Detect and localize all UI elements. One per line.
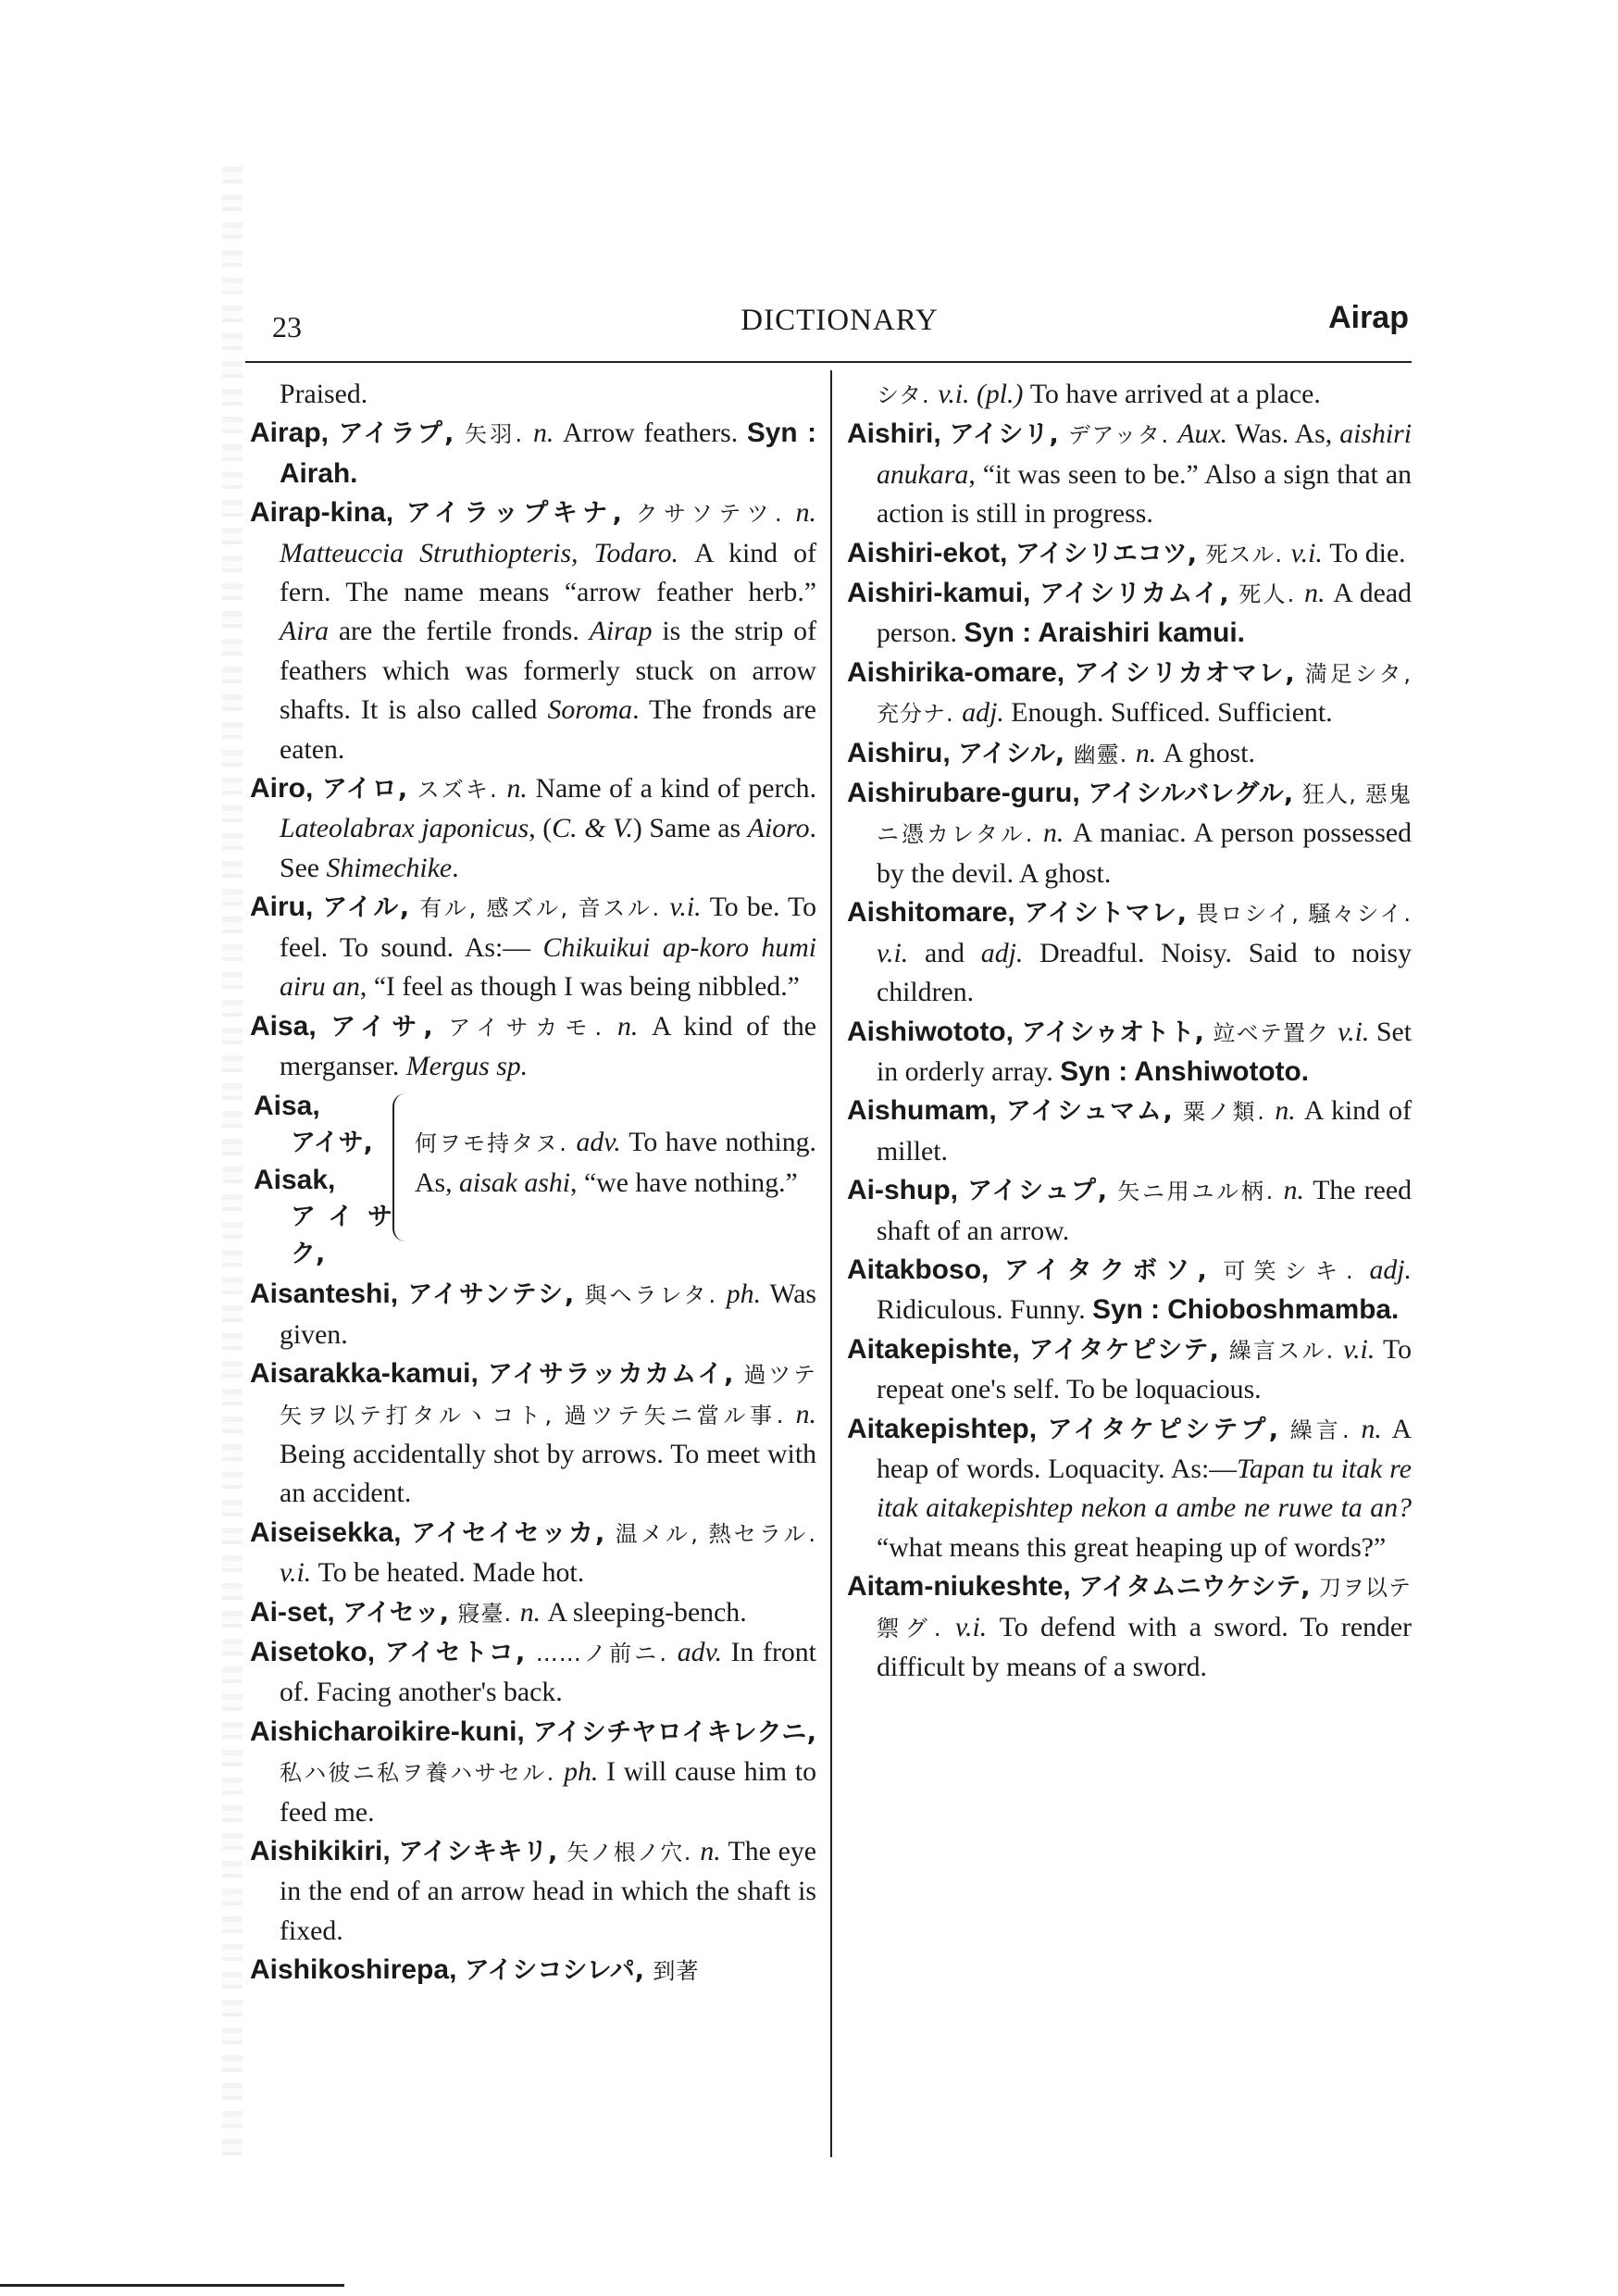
dictionary-entry <box>847 774 1412 893</box>
entry-headword: Aisa, <box>254 1091 320 1122</box>
entry-kanji: 畏ロシイ, 騒々シイ. <box>1196 901 1412 928</box>
entry-pos: ph. <box>564 1756 607 1788</box>
dictionary-entry <box>847 534 1412 574</box>
entry-kanji: 竝ベテ置ク <box>1213 1019 1338 1046</box>
entry-kana: アイタケピシテ, <box>1028 1335 1229 1365</box>
entry-kanji: 與ヘラレタ. <box>584 1282 727 1309</box>
entry-synonym: Syn : Araishiri kamui. <box>964 618 1245 649</box>
entry-synonym: Syn : Anshiwototo. <box>1060 1055 1309 1087</box>
entry-headword: Airu, <box>250 892 323 923</box>
entry-headword: Aishitomare, <box>847 897 1025 929</box>
entry-kana: アイシリカオマレ, <box>1074 658 1305 688</box>
entry-headword: Aitam-niukeshte, <box>847 1571 1079 1603</box>
entry-kanji: 繰言スル. <box>1228 1337 1344 1364</box>
entry-pos: n. <box>519 1596 548 1628</box>
entry-pos: v.i. <box>280 1557 318 1589</box>
entry-headword: Aishiri-ekot, <box>847 537 1015 568</box>
entry-definition-text: The reed shaft of an arrow. <box>877 1175 1412 1246</box>
dictionary-entry <box>847 1251 1412 1330</box>
running-title: DICTIONARY <box>741 304 939 337</box>
continuation-text: Praised. <box>280 379 368 409</box>
dictionary-entry <box>847 654 1412 734</box>
entry-definition-text: Was given. <box>280 1279 817 1350</box>
entry-headword: Aishirubare-guru, <box>847 778 1089 809</box>
entry-definition-text: Ridiculous. Funny. <box>877 1294 1093 1326</box>
entry-kanji: 何ヲモ持タヌ. <box>415 1130 577 1157</box>
entry-definition-text: In front of. Facing another's back. <box>280 1636 816 1708</box>
entry-kanji: 温メル, 熱セラル. <box>615 1520 817 1547</box>
entry-kanji: 到著 <box>653 1958 700 1985</box>
dictionary-entry <box>250 414 816 493</box>
entry-kana: アイル, <box>322 893 420 923</box>
dictionary-entry-group <box>250 1088 816 1273</box>
entry-headword: Aisanteshi, <box>250 1279 408 1310</box>
left-column <box>250 375 816 1991</box>
entry-pos: n. <box>1304 578 1334 609</box>
entry-definition-text: Set in orderly array. <box>877 1016 1413 1087</box>
entry-kana: アイシリカムイ, <box>1039 580 1239 609</box>
entry-kana: アイシキキリ, <box>398 1838 567 1866</box>
entry-definition-text: and adj. Dreadful. Noisy. Said to noisy children. <box>877 937 1412 1008</box>
entry-pos: Aux. <box>1177 418 1236 450</box>
entry-headword: Airap, <box>250 418 339 449</box>
entry-continuation <box>847 375 1412 415</box>
entry-definition-text: To repeat one's self. To be loquacious. <box>877 1333 1413 1405</box>
entry-kana: アイサラッカカムイ, <box>487 1360 744 1390</box>
entry-kana: アイタムニウケシテ, <box>1078 1573 1319 1603</box>
entry-definition-text: A maniac. A person possessed by the devil. A ghost. <box>877 817 1412 889</box>
dictionary-entry <box>847 1410 1412 1568</box>
entry-kana: アイサンテシ, <box>407 1280 585 1310</box>
entry-kana: アイラップキナ, <box>405 499 636 529</box>
entry-headword: Airo, <box>250 773 322 805</box>
entry-headword: Aiseisekka, <box>250 1516 411 1548</box>
entry-kana: アイシルバレグル, <box>1088 780 1302 809</box>
entry-pos: v.i. <box>1343 1333 1383 1365</box>
entry-pos: v.i. <box>877 937 925 968</box>
dictionary-entry <box>250 1593 816 1633</box>
entry-headword: Ai-shup, <box>847 1175 968 1206</box>
dictionary-entry <box>847 734 1412 774</box>
entry-definition-text: A kind of fern. The name means “arrow feather herb.” Aira are the fertile fronds. Airap is the strip of feathers which was formerly stuck on arrow shafts. It is also called Soroma. The fronds are eaten. <box>280 537 816 765</box>
dictionary-entry <box>250 1275 816 1354</box>
entry-pos: adv. <box>576 1127 629 1158</box>
entry-definition-text: A kind of the merganser. Mergus sp. <box>280 1010 817 1081</box>
entry-pos: n. <box>617 1010 653 1042</box>
entry-headword: Aitakepishte, <box>847 1333 1029 1365</box>
entry-pos: adj. <box>962 697 1012 729</box>
entry-kanji: デアッタ. <box>1067 422 1178 449</box>
entry-kanji: 死人. <box>1238 581 1305 608</box>
entry-headword: Ai-set, <box>250 1596 343 1628</box>
entry-kanji: 有ル, 感ズル, 音スル. <box>419 895 670 922</box>
entry-definition-text: Was. As, aishiri anukara, “it was seen to be.” Also a sign that an action is still in progress. <box>877 418 1413 530</box>
guide-word: Airap <box>1328 300 1409 335</box>
entry-headword: Aishiwototo, <box>847 1016 1022 1047</box>
entry-pos: v.i. <box>1290 537 1330 568</box>
entry-pos: n. <box>700 1836 728 1866</box>
entry-pos: n. <box>795 1398 816 1429</box>
entry-definition-text: Being accidentally shot by arrows. To meet with an accident. <box>280 1438 816 1509</box>
entry-headword: Aishicharoikire-kuni, <box>250 1716 533 1747</box>
entry-kanji: 刀ヲ以テ禦グ. <box>877 1575 1413 1641</box>
entry-headword: Aisa, <box>250 1010 331 1042</box>
entry-kanji: 死スル. <box>1205 541 1291 568</box>
entry-kana: アイシリ, <box>949 420 1068 450</box>
dictionary-entry <box>250 1951 816 1990</box>
entry-kana: アイシュプ, <box>967 1177 1118 1206</box>
entry-kanji: 狂人, 惡鬼ニ憑カレタル. <box>877 781 1413 848</box>
entry-headword: Aishikikiri, <box>250 1836 399 1866</box>
continuation-text: シタ. <box>877 382 939 408</box>
entry-kana: アイサ, <box>291 1129 373 1158</box>
dictionary-entry <box>250 1007 816 1087</box>
dictionary-entry <box>847 1013 1412 1092</box>
page-number: 23 <box>272 310 302 343</box>
dictionary-entry <box>250 1713 816 1832</box>
entry-kana: アイシル, <box>958 739 1074 768</box>
entry-scientific-name: Matteuccia Struthiopteris, Todaro. <box>280 537 695 568</box>
entry-synonym: Syn : Chioboshmamba. <box>1092 1294 1400 1326</box>
dictionary-entry <box>250 769 816 888</box>
entry-kana: アイシゥオトト, <box>1021 1017 1214 1047</box>
entry-headword: Aisak, <box>254 1165 336 1196</box>
entry-definition-text: To defend with a sword. To render difficult by means of a sword. <box>877 1611 1413 1682</box>
entry-kana: アイタクボソ, <box>1003 1255 1224 1285</box>
entry-pos: n. <box>532 418 564 449</box>
dictionary-entry <box>250 1354 816 1514</box>
entry-kanji: 粟ノ類. <box>1182 1099 1276 1126</box>
entry-definition-text: Arrow feathers. <box>563 418 747 449</box>
entry-pos: adv. <box>677 1636 731 1667</box>
entry-kanji: 繰言. <box>1289 1416 1362 1443</box>
entry-kanji: 満足シタ, 充分ナ. <box>877 660 1412 728</box>
page-edge-shadow <box>222 167 243 2157</box>
entry-definition <box>409 1088 816 1203</box>
entry-headword: Aitakboso, <box>847 1254 1004 1285</box>
entry-headword: Aishiri-kamui, <box>847 578 1039 609</box>
dictionary-entry <box>847 1092 1412 1171</box>
entry-kana: アイセイセッカ, <box>410 1518 616 1548</box>
bottom-rule <box>0 2284 344 2287</box>
entry-definition-text: To be heated. Made hot. <box>317 1557 585 1589</box>
entry-kanji: 私ハ彼ニ私ヲ養ハサセル. <box>280 1760 565 1787</box>
entry-kanji: 幽靈. <box>1073 741 1136 767</box>
dictionary-entry <box>250 1514 816 1593</box>
entry-kana: アイシュマム, <box>1005 1097 1183 1127</box>
entry-headword: Aishirika-omare, <box>847 656 1075 688</box>
header-rule <box>245 361 1412 363</box>
entry-kanji: 矢ノ根ノ穴. <box>566 1840 701 1866</box>
dictionary-entry <box>250 1832 816 1951</box>
entry-kana: アイタケピシテプ, <box>1047 1415 1290 1444</box>
dictionary-entry <box>847 1171 1412 1251</box>
dictionary-entry <box>250 493 816 769</box>
entry-kanji: アイサカモ. <box>448 1014 618 1041</box>
entry-kanji: クサソテツ. <box>635 501 796 528</box>
entry-continuation <box>250 375 816 414</box>
entry-kanji: スズキ. <box>417 777 507 804</box>
entry-kana: アイセトコ, <box>384 1638 536 1667</box>
entry-kanji: 寢臺. <box>457 1600 520 1627</box>
entry-headword: Aishikoshirepa, <box>250 1954 465 1986</box>
entry-pos: ph. <box>726 1279 770 1310</box>
dictionary-entry <box>847 893 1412 1012</box>
dictionary-entry <box>847 415 1412 533</box>
entry-pos: n. <box>795 497 817 529</box>
entry-definition-text: A sleeping-bench. <box>547 1596 747 1628</box>
entry-headword: Aishiru, <box>847 737 959 768</box>
dictionary-entry <box>847 1567 1412 1687</box>
entry-pos: n. <box>506 773 536 805</box>
entry-kana: アイシチヤロイキレクニ, <box>532 1717 816 1747</box>
entry-headword: Aitakepishtep, <box>847 1413 1048 1444</box>
entry-kana: アイシリエコツ, <box>1014 539 1206 568</box>
entry-definition-text: A heap of words. Loquacity. As:—Tapan tu itak re itak aitakepishtep nekon a ambe ne ruwe ta an? “what means this great heaping up of words?” <box>877 1413 1412 1563</box>
entry-definition-text: To die. <box>1329 537 1406 568</box>
entry-pos: n. <box>1361 1413 1392 1444</box>
entry-kana: アイセッ, <box>342 1598 458 1628</box>
entry-headword: Aishiri, <box>847 418 950 450</box>
page-header <box>270 289 1409 344</box>
entry-pos: v.i. <box>1338 1016 1376 1047</box>
entry-pos: v.i. <box>955 1611 1000 1642</box>
entry-definition-text: To have nothing. As, aisak ashi, “we have nothing.” <box>415 1127 816 1198</box>
entry-definition-text: I will cause him to feed me. <box>280 1756 816 1828</box>
entry-pos: v.i. <box>669 892 710 923</box>
dictionary-entry <box>847 574 1412 654</box>
entry-kanji: 可笑シキ. <box>1223 1257 1370 1284</box>
column-divider <box>830 370 832 2157</box>
entry-kana: アイロ, <box>321 775 417 805</box>
dictionary-entry <box>250 888 816 1006</box>
entry-pos: v.i. (pl.) <box>938 379 1030 409</box>
entry-definition-text: To have arrived at a place. <box>1029 379 1321 409</box>
entry-kana: アイシトマレ, <box>1024 899 1197 929</box>
right-column <box>847 375 1412 1687</box>
entry-definition-text: A dead person. <box>877 578 1413 649</box>
entry-definition-text: To be. To feel. To sound. As:— Chikuikui ap-koro humi airu an, “I feel as though I was being nibbled.” <box>280 892 816 1003</box>
entry-headword: Aishumam, <box>847 1095 1006 1127</box>
entry-pos: n. <box>1275 1095 1304 1127</box>
entry-definition-text: Name of a kind of perch. Lateolabrax japonicus, (C. & V.) Same as Aioro. See Shimechike. <box>280 773 817 883</box>
entry-kanji: 矢羽. <box>465 421 533 448</box>
entry-kanji: ……ノ前ニ. <box>535 1640 678 1666</box>
entry-kanji: 矢ニ用ユル柄. <box>1117 1179 1284 1205</box>
entry-definition-text: Enough. Sufficed. Sufficient. <box>1011 697 1333 729</box>
entry-kana: アイサク, <box>291 1203 392 1269</box>
entry-headword: Airap-kina, <box>250 497 406 529</box>
entry-definition-text: A ghost. <box>1163 737 1255 768</box>
entry-pos: n. <box>1283 1175 1313 1206</box>
entry-definition-text: A kind of millet. <box>877 1095 1413 1167</box>
entry-pos: n. <box>1135 737 1164 768</box>
entry-kanji: 過ツテ矢ヲ以テ打タルヽコト, 過ツテ矢ニ當ル事. <box>280 1362 817 1429</box>
entry-kana: アイサ, <box>330 1012 449 1042</box>
entry-headword: Aisarakka-kamui, <box>250 1358 488 1390</box>
dictionary-entry <box>250 1633 816 1713</box>
entry-headwords <box>250 1088 392 1273</box>
entry-pos: adj. <box>1369 1254 1412 1285</box>
dictionary-entry <box>847 1330 1412 1410</box>
brace-mark <box>392 1093 409 1242</box>
entry-kana: アイシコシレパ, <box>464 1956 653 1986</box>
entry-kana: アイラプ, <box>338 419 465 449</box>
entry-synonym: Syn : Airah. <box>280 418 817 489</box>
entry-definition-text: The eye in the end of an arrow head in which the shaft is fixed. <box>280 1836 816 1946</box>
entry-headword: Aisetoko, <box>250 1636 385 1667</box>
entry-pos: n. <box>1043 817 1073 849</box>
